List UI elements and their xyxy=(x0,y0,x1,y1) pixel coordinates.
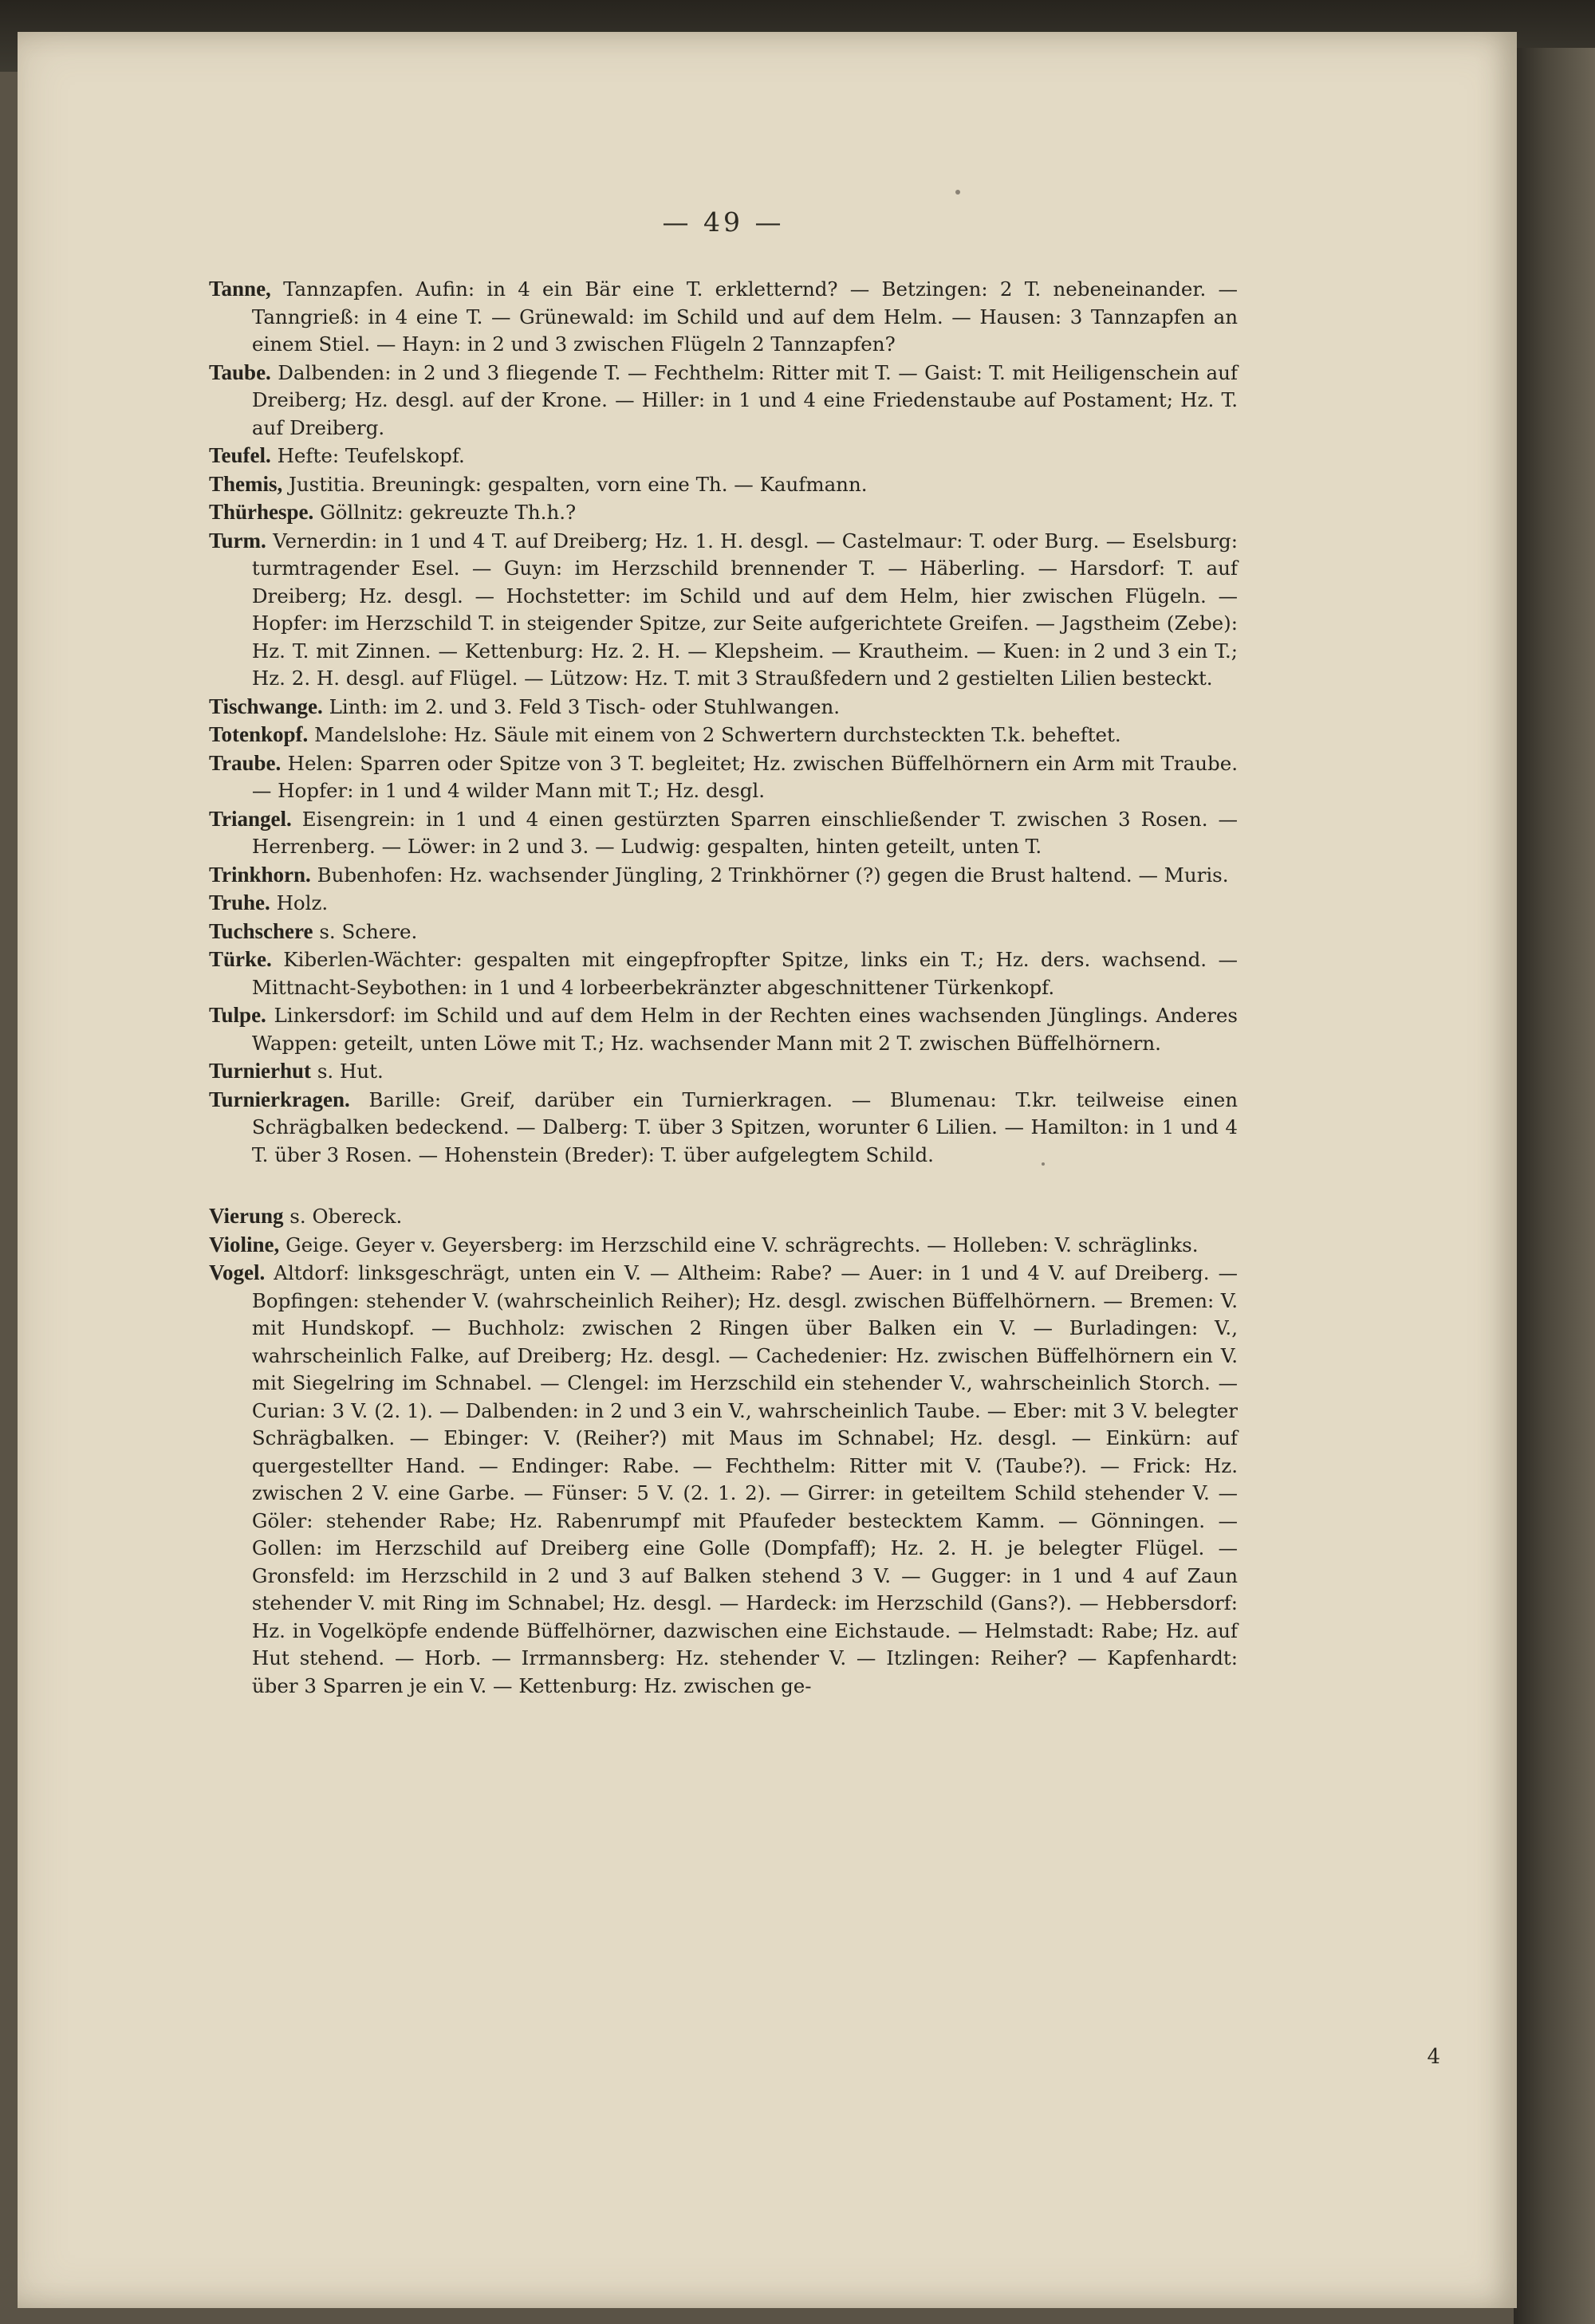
headword: Tuchschere xyxy=(209,918,313,943)
entry-text: Eisengrein: in 1 und 4 einen gestürzten Sparren einschließender T. zwischen 3 Rosen. — Herrenberg. — Löwer: in 2 und 3. — Ludwig: gespalten, hinten geteilt, unten T. xyxy=(251,807,1238,858)
headword: Tulpe. xyxy=(209,1003,266,1027)
headword: Violine, xyxy=(209,1232,280,1256)
headword: Thürhespe. xyxy=(209,500,314,524)
entry-violine xyxy=(209,1231,1238,1260)
page-number: — 49 — xyxy=(662,206,785,238)
headword: Themis, xyxy=(209,471,283,496)
entry-text: s. Schere. xyxy=(319,919,418,943)
entry-text: Geige. Geyer v. Geyersberg: im Herzschild eine V. schrägrechts. — Holleben: V. schräglinks. xyxy=(286,1233,1199,1256)
headword: Trinkhorn. xyxy=(209,862,311,887)
entry-text: Linkersdorf: im Schild und auf dem Helm in der Rechten eines wachsenden Jünglings. Anderes Wappen: geteilt, unten Löwe mit T.; Hz. wachsender Mann mit 2 T. zwischen Büffelhörnern. xyxy=(251,1004,1238,1055)
headword: Vogel. xyxy=(209,1260,266,1284)
headword: Turnierhut xyxy=(209,1059,312,1083)
dictionary-entries xyxy=(209,275,1238,1700)
entry-text: Bubenhofen: Hz. wachsender Jüngling, 2 Trinkhörner (?) gegen die Brust haltend. — Muris. xyxy=(317,863,1229,887)
headword: Teufel. xyxy=(209,443,271,467)
entry-themis xyxy=(209,470,1238,499)
entry-tischwange xyxy=(209,693,1238,722)
entry-totenkopf xyxy=(209,721,1238,749)
headword: Traube. xyxy=(209,750,282,775)
entry-teufel xyxy=(209,442,1238,470)
headword: Türke. xyxy=(209,947,272,971)
headword: Truhe. xyxy=(209,891,270,914)
headword: Turm. xyxy=(209,528,266,552)
entry-triangel xyxy=(209,805,1238,861)
entry-tuerke xyxy=(209,946,1238,1001)
entry-text: Göllnitz: gekreuzte Th.h.? xyxy=(320,501,577,524)
entry-thuerhespe xyxy=(209,498,1238,527)
book-page xyxy=(18,32,1517,2308)
entry-taube xyxy=(209,359,1238,442)
entry-turm xyxy=(209,527,1238,693)
entry-text: Kiberlen-Wächter: gespalten mit eingepfropfter Spitze, links ein T.; Hz. ders. wachsend. — Mittnacht-Seybothen: in 1 und 4 lorbeerbekränzter abgeschnittener Türkenkopf. xyxy=(251,948,1238,999)
entry-turnierkragen xyxy=(209,1086,1238,1170)
entry-text: s. Obereck. xyxy=(289,1205,403,1228)
entry-text: Tannzapfen. Aufin: in 4 ein Bär eine T. erkletternd? — Betzingen: 2 T. nebeneinander. — Tanngrieß: in 4 eine T. — Grünewald: im Schild und auf dem Helm. — Hausen: 3 Tannzapfen an einem Stiel. — Hayn: in 2 und 3 zwischen Flügeln 2 Tannzapfen? xyxy=(251,277,1238,356)
entry-text: Dalbenden: in 2 und 3 fliegende T. — Fechthelm: Ritter mit T. — Gaist: T. mit Heiligenschein auf Dreiberg; Hz. desgl. auf der Krone. — Hiller: in 1 und 4 eine Friedenstaube auf Postament; Hz. T. auf Dreiberg. xyxy=(251,360,1238,439)
headword: Triangel. xyxy=(209,806,292,831)
entry-vogel xyxy=(209,1259,1238,1700)
entry-text: Hefte: Teufelskopf. xyxy=(277,444,465,467)
entry-vierung xyxy=(209,1202,1238,1231)
headword: Tanne, xyxy=(209,277,271,301)
entry-text: Vernerdin: in 1 und 4 T. auf Dreiberg; Hz. 1. H. desgl. — Castelmaur: T. oder Burg. — Eselsburg: turmtragender Esel. — Guyn: im Herzschild brennender T. — Häberling. — Harsdorf: T. auf Dreiberg; Hz. desgl. — Hochstetter: im Schild und auf dem Helm, hier zwischen Flügeln. — Hopfer: im Herzschild T. in steigender Spitze, zur Seite aufgerichtete Greifen. — Jagstheim (Zebe): Hz. T. mit Zinnen. — Kettenburg: Hz. 2. H. — Klepsheim. — Krautheim. — Kuen: in 2 und 3 ein T.; Hz. 2. H. desgl. auf Flügel. — Lützow: Hz. T. mit 3 Straußfedern und 2 gestielten Lilien besteckt. xyxy=(251,529,1238,690)
headword: Turnierkragen. xyxy=(209,1087,350,1111)
headword: Tischwange. xyxy=(209,694,323,718)
entry-text: Barille: Greif, darüber ein Turnierkragen. — Blumenau: T.kr. teilweise einen Schrägbalken bedeckend. — Dalberg: T. über 3 Spitzen, worunter 6 Lilien. — Hamilton: in 1 und 4 T. über 3 Rosen. — Hohenstein (Breder): T. über aufgelegtem Schild. xyxy=(251,1087,1238,1166)
headword: Totenkopf. xyxy=(209,722,309,746)
entry-text: Altdorf: linksgeschrägt, unten ein V. — Altheim: Rabe? — Auer: in 1 und 4 V. auf Dreiberg. — Bopfingen: stehender V. (wahrscheinlich Reiher); Hz. desgl. zwischen Büffelhörnern. — Bremen: V. mit Hundskopf. — Buchholz: zwischen 2 Ringen über Balken ein V. — Burladingen: V., wahrscheinlich Falke, auf Dreiberg; Hz. desgl. — Cachedenier: Hz. zwischen Büffelhörnern ein V. mit Siegelring im Schnabel. — Clengel: im Herzschild ein stehender V., wahrscheinlich Storch. — Curian: 3 V. (2. 1). — Dalbenden: in 2 und 3 ein V., wahrscheinlich Taube. — Eber: mit 3 V. belegter Schrägbalken. — Ebinger: V. (Reiher?) mit Maus im Schnabel; Hz. desgl. — Einkürn: auf quergestellter Hand. — Endinger: Rabe. — Fechthelm: Ritter mit V. (Taube?). — Frick: Hz. zwischen 2 V. eine Garbe. — Fünser: 5 V. (2. 1. 2). — Girrer: in geteiltem Schild stehender V. — Göler: stehender Rabe; Hz. Rabenrumpf mit Pfaufeder bestecktem Kamm. — Gönningen. — Gollen: im Herzschild auf Dreiberg eine Golle (Dompfaff); Hz. 2. H. je belegter Flügel. — Gronsfeld: im Herzschild in 2 und 3 auf Balken stehend 3 V. — Gugger: in 1 und 4 auf Zaun stehender V. mit Ring im Schnabel; Hz. desgl. — Hardeck: im Herzschild (Gans?). — Hebbersdorf: Hz. in Vogelköpfe endende Büffelhörner, dazwischen eine Eichstaude. — Helmstadt: Rabe; Hz. auf Hut stehend. — Horb. — Irrmannsberg: Hz. stehender V. — Itzlingen: Reiher? — Kapfenhardt: über 3 Sparren je ein V. — Kettenburg: Hz. zwischen ge- xyxy=(251,1261,1238,1697)
entry-tuchschere xyxy=(209,918,1238,946)
section-gap xyxy=(209,1169,1238,1202)
entry-text: Holz. xyxy=(276,891,329,914)
book-binding-edge xyxy=(1514,48,1595,2324)
entry-truhe xyxy=(209,889,1238,918)
headword: Vierung xyxy=(209,1204,284,1228)
headword: Taube. xyxy=(209,360,271,384)
entry-tanne xyxy=(209,275,1238,359)
entry-text: Justitia. Breuningk: gespalten, vorn eine Th. — Kaufmann. xyxy=(289,472,868,496)
entry-traube xyxy=(209,749,1238,805)
entry-text: Helen: Sparren oder Spitze von 3 T. begleitet; Hz. zwischen Büffelhörnern ein Arm mit Traube. — Hopfer: in 1 und 4 wilder Mann mit T.; Hz. desgl. xyxy=(251,751,1238,802)
entry-trinkhorn xyxy=(209,861,1238,890)
paper-speck xyxy=(955,190,960,195)
entry-tulpe xyxy=(209,1001,1238,1057)
entry-text: s. Hut. xyxy=(317,1060,384,1083)
entry-text: Linth: im 2. und 3. Feld 3 Tisch- oder Stuhlwangen. xyxy=(329,694,841,718)
entry-text: Mandelslohe: Hz. Säule mit einem von 2 Schwertern durchsteckten T.k. beheftet. xyxy=(314,723,1121,746)
entry-turnierhut xyxy=(209,1057,1238,1086)
signature-mark: 4 xyxy=(1427,2045,1440,2069)
